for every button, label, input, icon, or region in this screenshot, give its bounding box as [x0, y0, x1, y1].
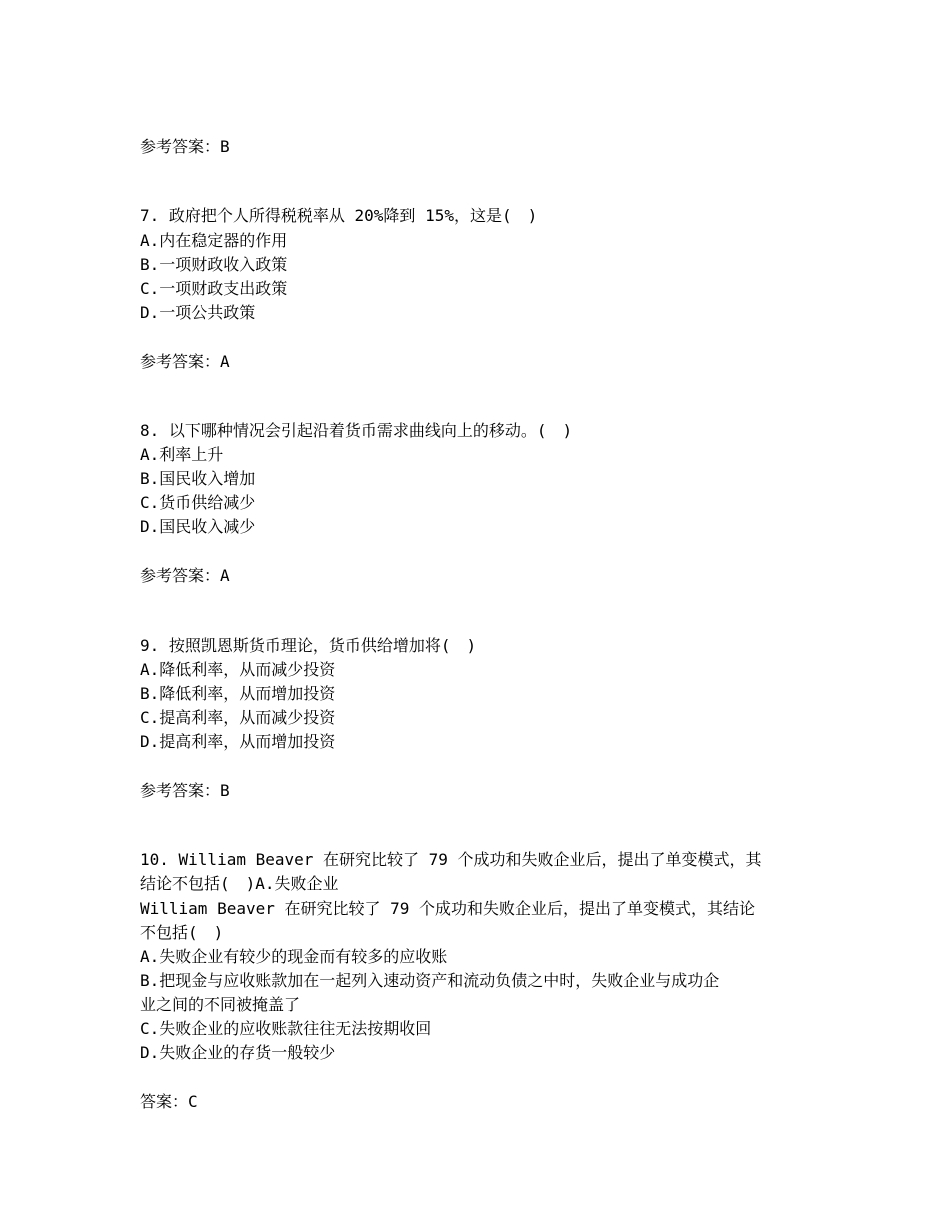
question-10-option-b-line1: B.把现金与应收账款加在一起列入速动资产和流动负债之中时，失败企业与成功企	[140, 971, 720, 990]
question-10-option-d: D.失败企业的存货一般较少	[140, 1043, 336, 1062]
answer-q10: 答案：C	[140, 1092, 198, 1111]
question-10-stem-line1: 10. William Beaver 在研究比较了 79 个成功和失败企业后，提出了单变模式，其	[140, 850, 762, 869]
question-10-restate-line1: William Beaver 在研究比较了 79 个成功和失败企业后，提出了单变模式，其结论	[140, 899, 756, 918]
question-7-stem: 7. 政府把个人所得税税率从 20%降到 15%，这是( )	[140, 206, 538, 225]
question-9-option-d: D.提高利率，从而增加投资	[140, 732, 336, 751]
question-10-option-a: A.失败企业有较少的现金而有较多的应收账	[140, 947, 448, 966]
question-9-option-b: B.降低利率，从而增加投资	[140, 684, 336, 703]
answer-q7: 参考答案：A	[140, 352, 230, 371]
question-10-option-b-line2: 业之间的不同被掩盖了	[140, 995, 301, 1014]
question-10-stem-line2: 结论不包括( )A.失败企业	[140, 874, 339, 893]
question-8-option-b: B.国民收入增加	[140, 469, 256, 488]
question-7-option-b: B.一项财政收入政策	[140, 255, 288, 274]
question-7-option-d: D.一项公共政策	[140, 303, 256, 322]
question-8-option-a: A.利率上升	[140, 445, 224, 464]
answer-q9: 参考答案：B	[140, 781, 230, 800]
question-9-option-a: A.降低利率，从而减少投资	[140, 660, 336, 679]
question-7-option-c: C.一项财政支出政策	[140, 279, 288, 298]
question-9-stem: 9. 按照凯恩斯货币理论，货币供给增加将( )	[140, 636, 477, 655]
question-10-option-c: C.失败企业的应收账款往往无法按期收回	[140, 1019, 432, 1038]
answer-q8: 参考答案：A	[140, 566, 230, 585]
question-9-option-c: C.提高利率，从而减少投资	[140, 708, 336, 727]
question-7-option-a: A.内在稳定器的作用	[140, 231, 288, 250]
question-8-stem: 8. 以下哪种情况会引起沿着货币需求曲线向上的移动。( )	[140, 421, 573, 440]
question-8-option-d: D.国民收入减少	[140, 517, 256, 536]
question-10-restate-line2: 不包括( )	[140, 923, 224, 942]
question-8-option-c: C.货币供给减少	[140, 493, 256, 512]
answer-q6: 参考答案：B	[140, 137, 230, 156]
